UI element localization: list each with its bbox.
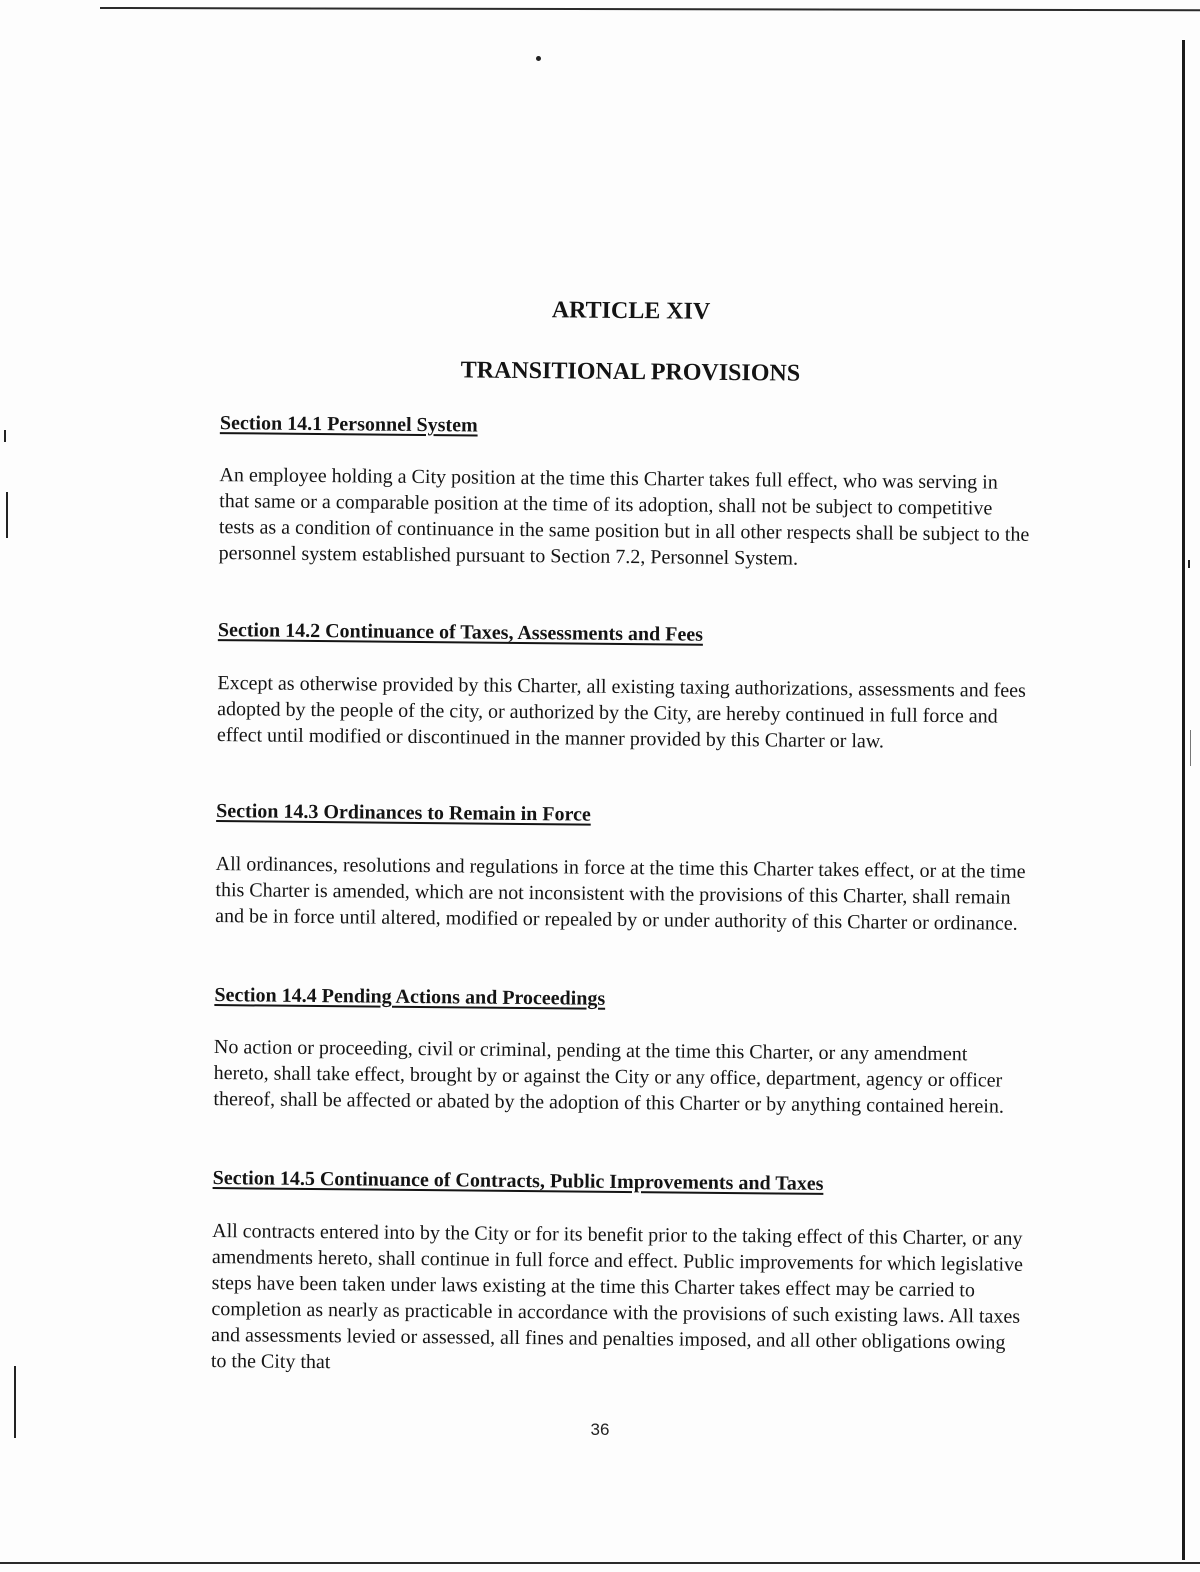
article-number: ARTICLE XIV bbox=[551, 297, 711, 325]
section-heading-14-5: Section 14.5 Continuance of Contracts, Public Improvements and Taxes bbox=[212, 1167, 824, 1195]
section-body-14-2: Except as otherwise provided by this Charter, all existing taxing authorizations, assessments and fees adopted by the people of the city, or authorized by the City, are hereby continued in full force and effect until modified or discontinued in the manner provided by this Charter or law. bbox=[216, 672, 1026, 753]
section-heading-14-4: Section 14.4 Pending Actions and Proceedings bbox=[214, 984, 606, 1010]
scan-mark bbox=[4, 430, 6, 442]
scan-mark bbox=[1188, 560, 1190, 568]
section-body-14-3: All ordinances, resolutions and regulations in force at the time this Charter takes effect, or at the time this Charter is amended, which are not inconsistent with the provisions of this Charter, shall remain and be in force until altered, modified or repealed by or under authority of this Charter or ordinance. bbox=[215, 853, 1026, 935]
scan-mark bbox=[1190, 730, 1191, 766]
section-body-14-1: An employee holding a City position at the time this Charter takes full effect, who was serving in that same or a comparable position at the time of its adoption, shall not be subject to competitive tests as a condition of continuance in the same position but in all other respects shall be subject to the personnel system established pursuant to Section 7.2, Personnel System. bbox=[218, 464, 1030, 570]
page-number: 36 bbox=[590, 1420, 610, 1439]
section-heading-14-1: Section 14.1 Personnel System bbox=[219, 412, 478, 437]
section-body-14-5: All contracts entered into by the City or for its benefit prior to the taking effect of this Charter, or any amendments hereto, shall continue in full force and effect. Public improvements for which legislative steps have been taken under laws existing at the time this Charter takes effect may be carried to completion as nearly as practicable in accordance with the provisions of such existing laws. All taxes and assessments levied or assessed, all fines and penalties imposed, and all other obligations owing to the City that bbox=[210, 1220, 1024, 1374]
scan-border-top bbox=[100, 7, 1200, 11]
scan-mark bbox=[6, 492, 8, 538]
scan-border-bottom bbox=[0, 1562, 1200, 1564]
section-body-14-4: No action or proceeding, civil or criminal, pending at the time this Charter, or any amendment hereto, shall take effect, brought by or against the City or any office, department, agency or officer thereof, shall be affected or abated by the adoption of this Charter or by anything contained herein. bbox=[213, 1036, 1004, 1118]
section-heading-14-2: Section 14.2 Continuance of Taxes, Assessments and Fees bbox=[217, 619, 704, 646]
article-title: TRANSITIONAL PROVISIONS bbox=[460, 357, 801, 387]
section-heading-14-3: Section 14.3 Ordinances to Remain in Force bbox=[216, 800, 591, 826]
scan-speck bbox=[536, 56, 541, 61]
scan-edge-right bbox=[1182, 40, 1185, 1560]
